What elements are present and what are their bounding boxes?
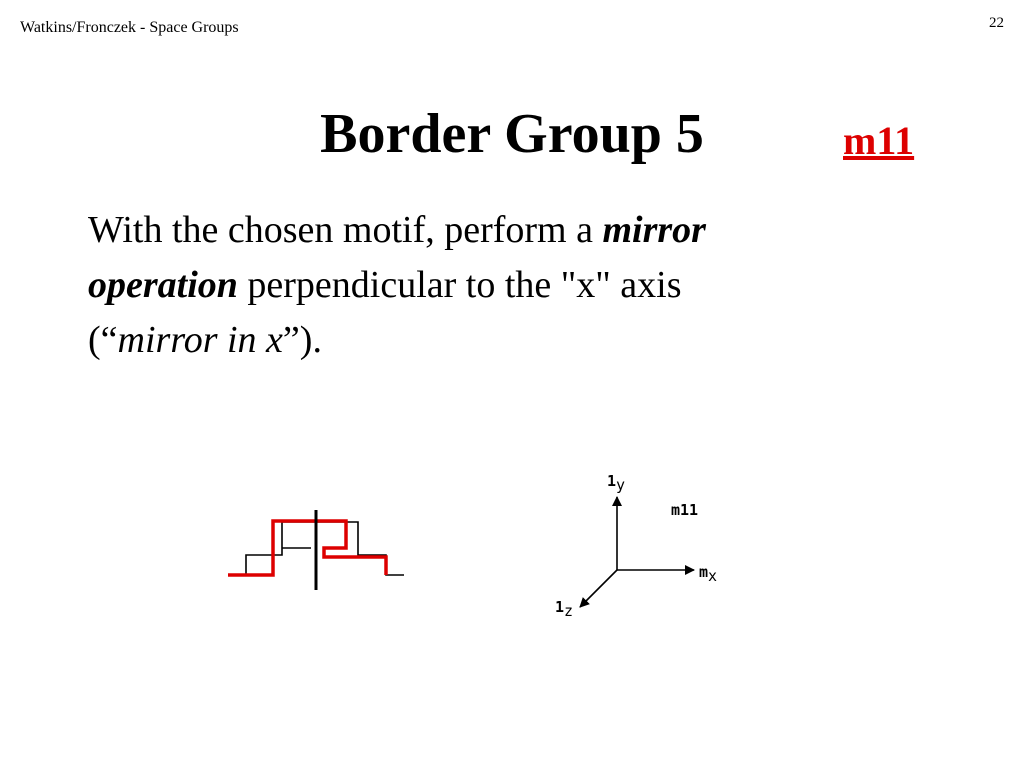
header-source: Watkins/Fronczek - Space Groups bbox=[20, 19, 239, 36]
y-axis-label bbox=[607, 472, 625, 494]
x-axis-label bbox=[699, 563, 717, 585]
body-text-open-paren: (“ bbox=[88, 319, 118, 361]
z-axis-label bbox=[555, 598, 573, 620]
body-text-close-paren: ”). bbox=[282, 319, 322, 361]
body-text-operation: operation bbox=[88, 264, 238, 306]
body-text-mirror-in-x: mirror in x bbox=[117, 319, 283, 361]
body-text-mirror: mirror bbox=[602, 209, 706, 251]
y-axis-label-sub: y bbox=[616, 476, 626, 494]
body-text-part2: perpendicular to the "x" axis bbox=[237, 264, 682, 306]
y-axis-label-main: 1 bbox=[607, 472, 617, 490]
x-axis-label-sub: x bbox=[708, 567, 718, 585]
x-axis-label-main: m bbox=[699, 563, 709, 581]
slide-title: Border Group 5 bbox=[320, 103, 704, 165]
page-number: 22 bbox=[989, 15, 1004, 31]
z-axis-label-sub: z bbox=[564, 602, 574, 620]
z-axis-label-main: 1 bbox=[555, 598, 565, 616]
axes-group-label: m11 bbox=[671, 501, 699, 519]
axes-diagram bbox=[555, 472, 717, 620]
motif-figure bbox=[228, 510, 404, 590]
z-axis-arrow bbox=[580, 570, 617, 607]
body-text-part1: With the chosen motif, perform a bbox=[88, 209, 603, 251]
group-symbol: m11 bbox=[843, 118, 915, 163]
motif-red-right-path bbox=[316, 521, 386, 575]
